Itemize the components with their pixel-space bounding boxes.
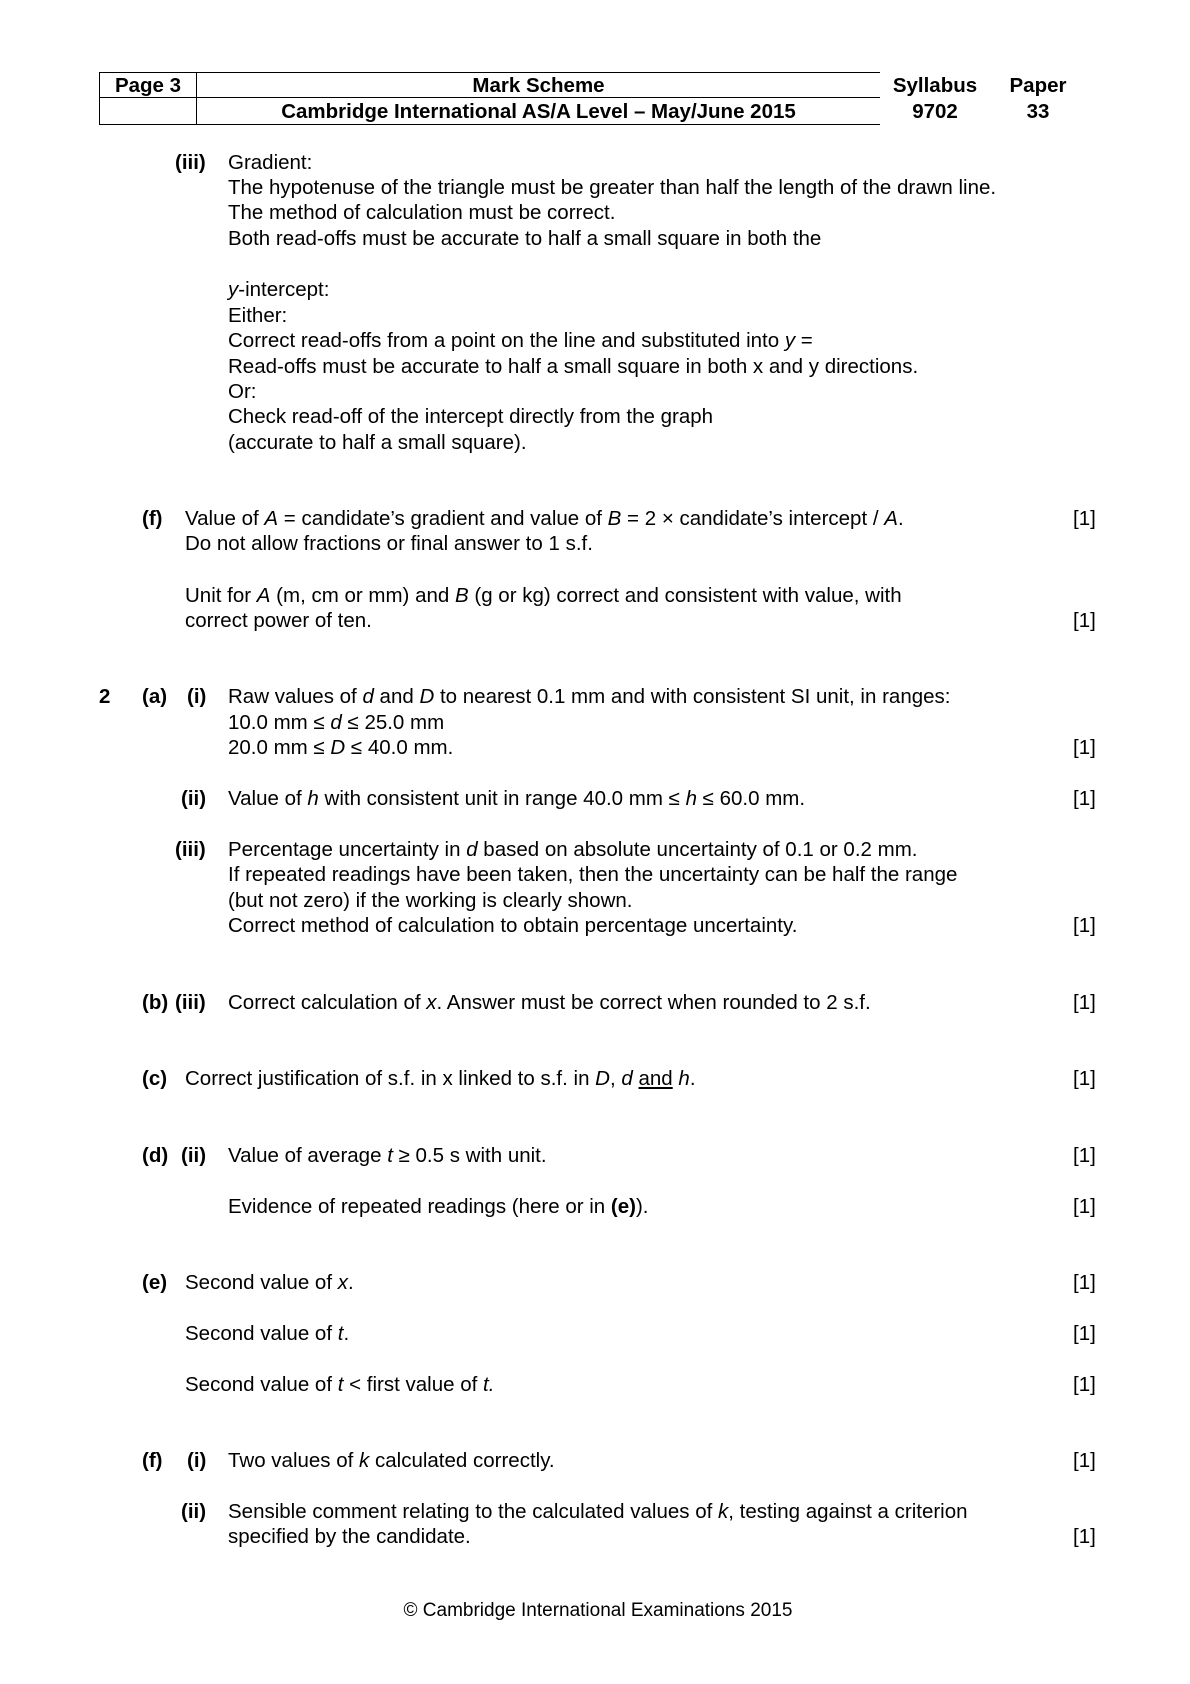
text-line: If repeated readings have been taken, then the uncertainty can be half the range <box>228 863 958 886</box>
text-line: Unit for A (m, cm or mm) and B (g or kg) correct and consistent with value, with <box>185 584 902 607</box>
subpart-label: (i) <box>187 1449 207 1472</box>
text-line: Second value of x. <box>185 1271 354 1294</box>
subpart-label: (iii) <box>175 991 206 1014</box>
text-line: Percentage uncertainty in d based on absolute uncertainty of 0.1 or 0.2 mm. <box>228 838 918 861</box>
text-line: (but not zero) if the working is clearly shown. <box>228 889 633 912</box>
part-label: (iii) <box>175 151 206 174</box>
text-line: The method of calculation must be correct. <box>228 201 616 224</box>
question-number: 2 <box>99 685 111 708</box>
mark-value: [1] <box>1073 1271 1096 1294</box>
text-line: Second value of t < first value of t. <box>185 1373 495 1396</box>
text-line: Value of A = candidate’s gradient and value of B = 2 × candidate’s intercept / A. <box>185 507 904 530</box>
text-line: The hypotenuse of the triangle must be greater than half the length of the drawn line. <box>228 176 997 199</box>
part-label: (f) <box>142 1449 163 1472</box>
text-line: correct power of ten. <box>185 609 372 632</box>
text-line: Both read-offs must be accurate to half a small square in both the <box>228 227 822 250</box>
text-line: Value of h with consistent unit in range 40.0 mm ≤ h ≤ 60.0 mm. <box>228 787 806 810</box>
text-line: y-intercept: <box>228 278 330 301</box>
subpart-label: (iii) <box>175 838 206 861</box>
text-line: Or: <box>228 380 257 403</box>
text-line: Correct method of calculation to obtain percentage uncertainty. <box>228 914 798 937</box>
text-line: Evidence of repeated readings (here or in (e)). <box>228 1195 649 1218</box>
text-line: Check read-off of the intercept directly from the graph <box>228 405 714 428</box>
part-label: (f) <box>142 507 163 530</box>
paper-label: Paper <box>1009 74 1067 97</box>
mark-value: [1] <box>1073 991 1096 1014</box>
text-line: Sensible comment relating to the calculated values of k, testing against a criterion <box>228 1500 968 1523</box>
mark-value: [1] <box>1073 1195 1096 1218</box>
text-line: Correct calculation of x. Answer must be correct when rounded to 2 s.f. <box>228 991 871 1014</box>
header-bottom-rule <box>99 124 880 125</box>
mark-value: [1] <box>1073 1322 1096 1345</box>
part-label: (a) <box>142 685 168 708</box>
text-line: Value of average t ≥ 0.5 s with unit. <box>228 1144 547 1167</box>
mark-value: [1] <box>1073 1067 1096 1090</box>
text-line: (accurate to half a small square). <box>228 431 527 454</box>
mark-value: [1] <box>1073 1525 1096 1548</box>
part-label: (e) <box>142 1271 168 1294</box>
header-title: Mark Scheme <box>472 74 605 97</box>
mark-value: [1] <box>1073 914 1096 937</box>
text-line: Do not allow fractions or final answer to 1 s.f. <box>185 532 593 555</box>
mark-value: [1] <box>1073 787 1096 810</box>
part-label: (b) <box>142 991 169 1014</box>
text-line: Second value of t. <box>185 1322 350 1345</box>
part-label: (c) <box>142 1067 168 1090</box>
subpart-label: (i) <box>187 685 207 708</box>
page-label: Page 3 <box>114 74 182 97</box>
mark-value: [1] <box>1073 507 1096 530</box>
subpart-label: (ii) <box>181 1144 207 1167</box>
text-line: Gradient: <box>228 151 313 174</box>
text-line: Two values of k calculated correctly. <box>228 1449 555 1472</box>
mark-value: [1] <box>1073 736 1096 759</box>
mark-value: [1] <box>1073 609 1096 632</box>
text-line: Read-offs must be accurate to half a small square in both x and y directions. <box>228 355 919 378</box>
subpart-label: (ii) <box>181 787 207 810</box>
mark-value: [1] <box>1073 1144 1096 1167</box>
text-line: Correct justification of s.f. in x linked to s.f. in D, d and h. <box>185 1067 696 1090</box>
syllabus-label: Syllabus <box>892 74 978 97</box>
text-line: 10.0 mm ≤ d ≤ 25.0 mm <box>228 711 445 734</box>
paper-value: 33 <box>1026 100 1050 123</box>
text-line: specified by the candidate. <box>228 1525 471 1548</box>
text-line: 20.0 mm ≤ D ≤ 40.0 mm. <box>228 736 454 759</box>
mark-value: [1] <box>1073 1449 1096 1472</box>
subpart-label: (ii) <box>181 1500 207 1523</box>
text-line: Correct read-offs from a point on the line and substituted into y = <box>228 329 813 352</box>
header-subtitle: Cambridge International AS/A Level – May/June 2015 <box>281 100 796 123</box>
part-label: (d) <box>142 1144 169 1167</box>
syllabus-value: 9702 <box>912 100 958 123</box>
text-line: Raw values of d and D to nearest 0.1 mm and with consistent SI unit, in ranges: <box>228 685 951 708</box>
mark-value: [1] <box>1073 1373 1096 1396</box>
text-line: Either: <box>228 304 288 327</box>
copyright-footer: © Cambridge International Examinations 2015 <box>403 1600 793 1621</box>
